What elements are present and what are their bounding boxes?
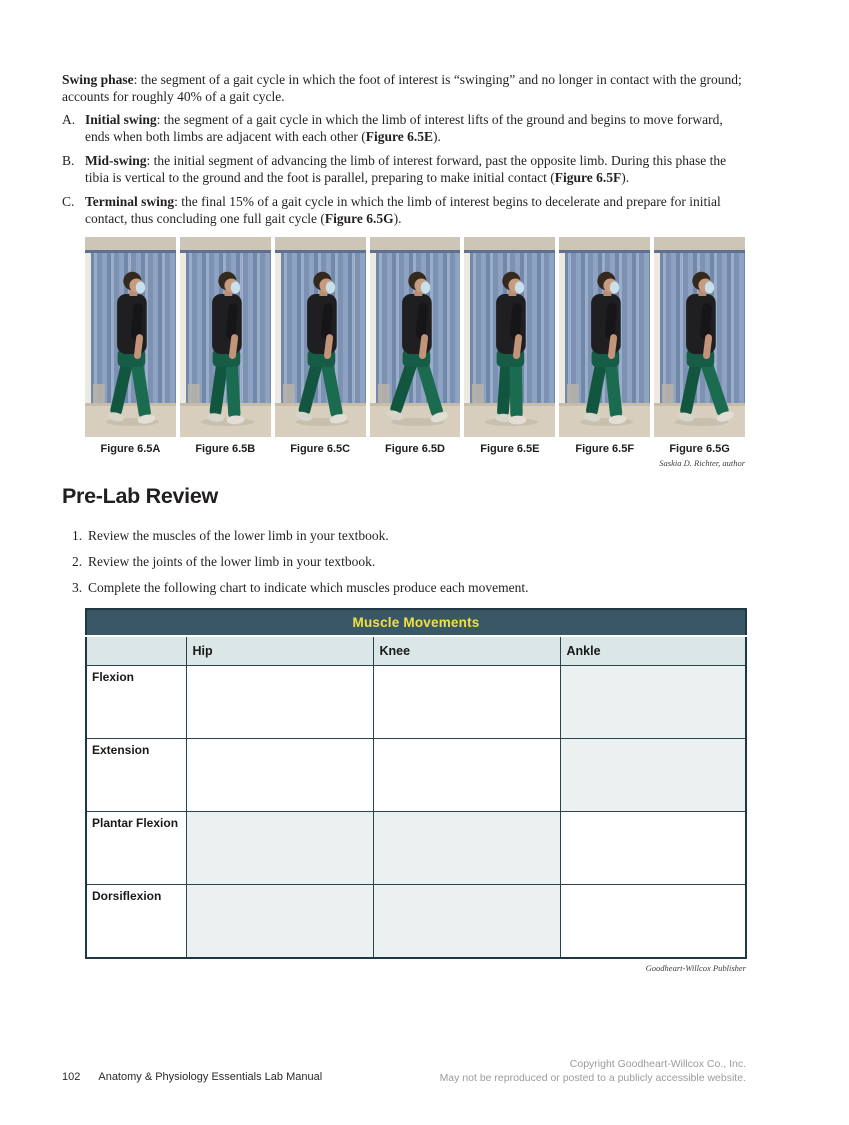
book-title: Anatomy & Physiology Essentials Lab Manual — [98, 1071, 323, 1083]
gait-figure — [370, 237, 461, 455]
column-header-blank — [86, 636, 186, 666]
gait-photo — [275, 237, 366, 437]
list-item-text: Initial swing: the segment of a gait cycle in which the limb of interest lifts of the ground and begins to move forward, ends when both limbs are adjacent with each other (Figure 6.5E). — [85, 112, 723, 144]
figure-caption: Figure 6.5D — [385, 443, 445, 455]
cell-plantar-flexion-ankle — [560, 812, 746, 885]
cell-plantar-flexion-knee — [373, 812, 560, 885]
cell-flexion-knee — [373, 666, 560, 739]
list-marker: C. — [62, 193, 75, 209]
cell-flexion-hip — [186, 666, 373, 739]
step-text: Review the muscles of the lower limb in your textbook. — [88, 528, 389, 543]
table-title: Muscle Movements — [86, 609, 746, 636]
gait-figure — [559, 237, 650, 455]
copyright-line-1: Copyright Goodheart-Willcox Co., Inc. — [569, 1058, 746, 1070]
cell-extension-knee — [373, 739, 560, 812]
gait-figure — [464, 237, 555, 455]
cell-extension-ankle — [560, 739, 746, 812]
step-text: Complete the following chart to indicate which muscles produce each movement. — [88, 580, 529, 595]
photo-credit: Saskia D. Richter, author — [659, 458, 745, 468]
step-number: 3. — [72, 580, 83, 595]
column-header-hip: Hip — [186, 636, 373, 666]
figure-caption: Figure 6.5F — [575, 443, 635, 455]
figure-caption: Figure 6.5B — [195, 443, 256, 455]
row-label-extension: Extension — [86, 739, 186, 812]
gait-photo — [180, 237, 271, 437]
prelab-step — [72, 579, 744, 596]
copyright-notice — [440, 1058, 746, 1085]
cell-extension-hip — [186, 739, 373, 812]
figure-caption: Figure 6.5A — [100, 443, 161, 455]
prelab-steps — [72, 527, 744, 605]
gait-figure — [180, 237, 271, 455]
prelab-step — [72, 553, 744, 570]
row-label-dorsiflexion: Dorsiflexion — [86, 885, 186, 959]
muscle-movements-table — [85, 608, 747, 959]
figure-caption: Figure 6.5E — [480, 443, 540, 455]
gait-photo — [654, 237, 745, 437]
table-column-header-row — [86, 636, 746, 666]
row-label-flexion: Flexion — [86, 666, 186, 739]
gait-figure — [85, 237, 176, 455]
table-row-flexion — [86, 666, 746, 739]
gait-figure-strip — [85, 237, 745, 468]
prelab-review-heading: Pre-Lab Review — [62, 484, 218, 508]
column-header-ankle: Ankle — [560, 636, 746, 666]
step-text: Review the joints of the lower limb in your textbook. — [88, 554, 376, 569]
swing-subphase-list — [62, 112, 746, 234]
list-item-terminal-swing — [62, 194, 746, 228]
step-number: 2. — [72, 554, 83, 569]
table-title-row — [86, 609, 746, 636]
column-header-knee: Knee — [373, 636, 560, 666]
list-marker: B. — [62, 152, 75, 168]
gait-photo — [464, 237, 555, 437]
cell-dorsiflexion-ankle — [560, 885, 746, 959]
list-item-initial-swing — [62, 112, 746, 146]
table-row-dorsiflexion — [86, 885, 746, 959]
gait-photo — [85, 237, 176, 437]
list-item-mid-swing — [62, 153, 746, 187]
copyright-line-2: May not be reproduced or posted to a publicly accessible website. — [439, 1071, 746, 1084]
figure-caption: Figure 6.5C — [290, 443, 351, 455]
cell-flexion-ankle — [560, 666, 746, 739]
gait-photo-row — [85, 237, 745, 455]
list-item-text: Mid-swing: the initial segment of advancing the limb of interest forward, past the opposite limb. During this phase the tibia is vertical to the ground and the foot is parallel, preparing to make initial contact (Figure 6.5F). — [85, 152, 727, 185]
step-number: 1. — [72, 528, 83, 543]
table-row-plantar-flexion — [86, 812, 746, 885]
cell-dorsiflexion-hip — [186, 885, 373, 959]
table-credit: Goodheart-Willcox Publisher — [645, 963, 746, 973]
prelab-step — [72, 527, 744, 544]
muscle-movements-section — [85, 608, 746, 973]
list-item-text: Terminal swing: the final 15% of a gait cycle in which the limb of interest begins to decelerate and prepare for initial contact, thus concluding one full gait cycle (Figure 6.5G). — [85, 193, 721, 226]
figure-caption: Figure 6.5G — [669, 443, 730, 455]
cell-dorsiflexion-knee — [373, 885, 560, 959]
swing-phase-definition: Swing phase: the segment of a gait cycle in which the foot of interest is “swinging” and no longer in contact with the ground; accounts for roughly 40% of a gait cycle. — [62, 72, 742, 104]
gait-figure — [275, 237, 366, 455]
page-number: 102 — [62, 1071, 81, 1083]
gait-photo — [370, 237, 461, 437]
row-label-plantar-flexion: Plantar Flexion — [86, 812, 186, 885]
table-row-extension — [86, 739, 746, 812]
cell-plantar-flexion-hip — [186, 812, 373, 885]
gait-photo — [559, 237, 650, 437]
list-marker: A. — [62, 112, 76, 127]
gait-figure — [654, 237, 745, 455]
page-footer-left — [62, 1071, 322, 1083]
